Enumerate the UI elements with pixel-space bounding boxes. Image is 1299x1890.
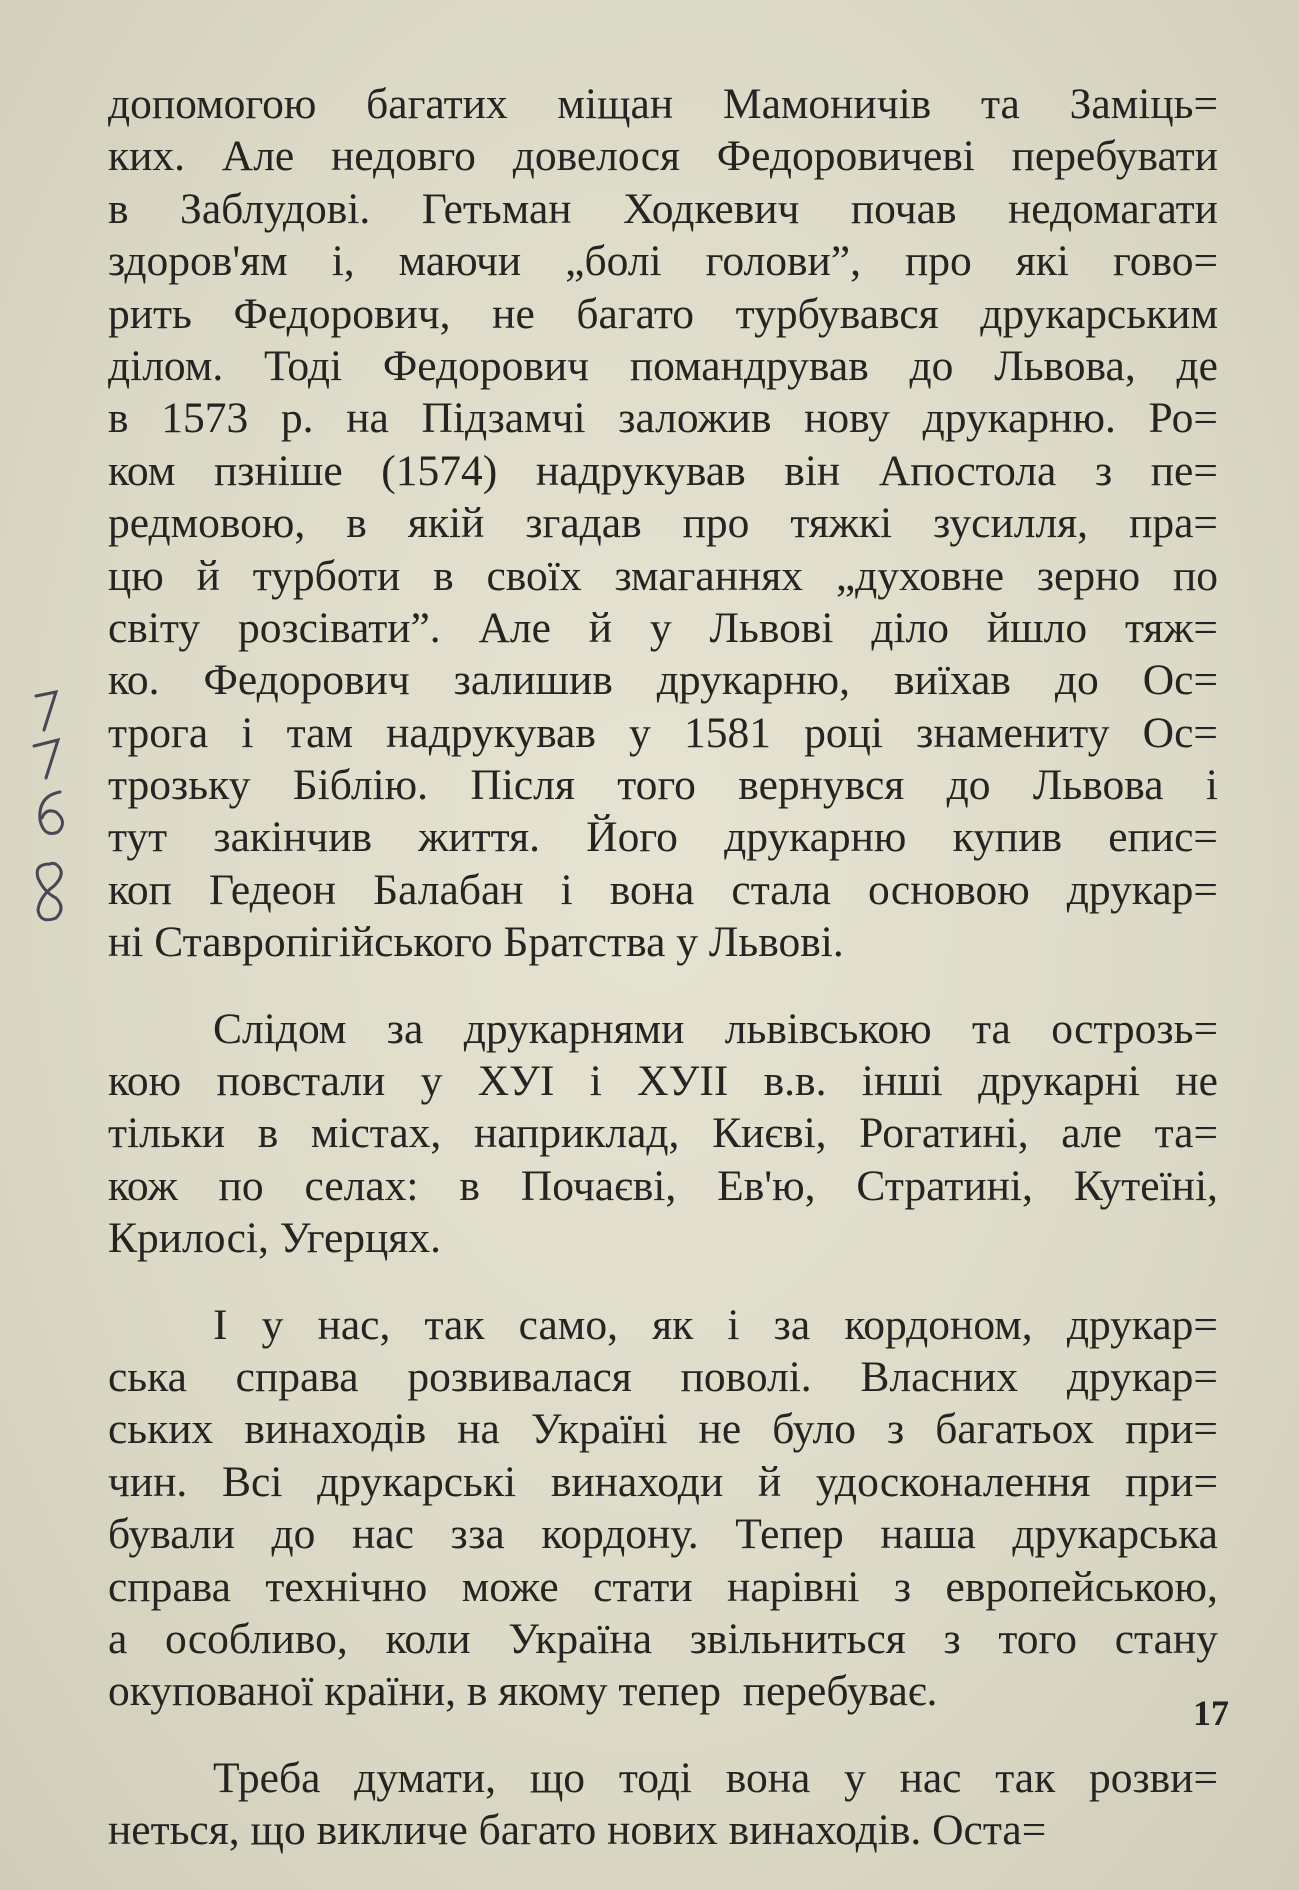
word: коли [385,1614,471,1663]
word: нас [351,1510,414,1559]
text-line [108,497,1218,549]
word: розви= [1088,1753,1218,1802]
word: пра= [1129,499,1218,548]
word: перебувати [1011,132,1218,181]
word: вона [725,1753,811,1802]
word: не [698,1405,742,1454]
word: 1573 [161,394,249,443]
word: винаходів [244,1405,427,1454]
text-line [108,864,1218,916]
word: на [346,394,389,443]
word: тільки [108,1109,226,1158]
word: так [424,1300,485,1349]
word: в [433,551,454,600]
word: особливо, [164,1614,348,1663]
word: Всі [222,1457,283,1506]
word: друкарню, [656,656,851,705]
word: залишив [453,656,613,705]
word: здоров'ям [108,237,288,286]
word: справа [235,1352,359,1401]
word: за [773,1300,811,1349]
word: а [108,1614,128,1663]
word: про [904,237,972,286]
word: по [1172,551,1218,600]
text-line [108,235,1218,287]
word: друкар= [1066,1352,1218,1401]
word: і [727,1300,740,1349]
word: та [980,80,1020,128]
word: так [995,1753,1056,1802]
word: ком [108,446,176,495]
word: інші [861,1057,943,1106]
word: Києві, [712,1109,827,1158]
word: й [588,603,613,652]
word: бували [108,1510,235,1559]
word: закінчив [213,813,373,862]
word: надрукував [386,708,596,757]
word: надрукував [535,446,746,495]
word: друкарню. [922,394,1116,443]
word: й [196,551,220,600]
word: купив [952,813,1063,862]
word: і, [331,237,355,286]
text-line [108,392,1218,444]
word: в [257,1109,279,1158]
word: Львова [1032,761,1164,810]
word: друкарнями [463,1004,685,1053]
word: з [887,1405,905,1454]
word: в [346,499,367,548]
word: ХУІІ [637,1057,729,1106]
word: міщан [557,80,674,128]
word: трога [108,708,209,757]
word: повстали [216,1057,386,1106]
word: Україна [508,1614,653,1663]
word: (1574) [381,446,498,495]
word: при= [1125,1405,1218,1454]
word: помандрував [629,341,869,390]
word: на [457,1405,500,1454]
word: друкарню [724,813,907,862]
word: друкар= [1066,865,1218,914]
word: і [1205,761,1218,810]
word: кож [108,1161,178,1210]
word: розвивалася [407,1352,632,1401]
word: багатих [366,80,508,128]
word: редмовою, [108,499,306,548]
word: там [286,708,353,757]
word: Його [586,813,678,862]
word: до [909,341,954,390]
word: в [459,1161,480,1210]
word: львівською [724,1004,932,1053]
word: ких. [108,132,186,181]
word: до [1054,656,1099,705]
word: багатьох [935,1405,1095,1454]
text-line [108,78,1218,130]
word: пзніше [214,446,343,495]
text-line [108,550,1218,602]
paragraph [108,1299,1218,1718]
word: він [784,446,841,495]
word: наприклад, [473,1109,680,1158]
word: в [108,394,129,443]
word: Україні [530,1405,668,1454]
word: Апостола [878,446,1057,495]
word: році [804,708,883,757]
word: по [218,1161,264,1210]
word: рить [108,289,192,338]
word: нас [899,1753,962,1802]
word: почав [850,184,957,233]
word: ХУІ [477,1057,555,1106]
paragraph-gap [108,1718,1218,1752]
word: ко. [108,656,160,705]
word: може [461,1562,559,1611]
text-line [108,1561,1218,1613]
word: Гедеон [209,865,337,914]
word: Львові [709,603,834,652]
word: поволі. [680,1352,812,1401]
word: друкарським [980,289,1218,338]
word: Почаєві, [520,1161,677,1210]
text-line [108,1299,1218,1351]
word: як [652,1300,694,1349]
word: Ро= [1148,394,1218,443]
word: „духовне [835,551,1005,600]
word: „болі [565,237,662,286]
word: і [241,708,254,757]
word: Гетьман [421,184,572,233]
body-text [108,78,1218,1857]
text-line [108,1752,1218,1804]
word: трозьку [108,761,251,810]
word: того [998,1614,1078,1663]
word: друкарні [978,1057,1141,1106]
word: світу [108,603,201,652]
word: у [844,1753,866,1802]
word: довелося [512,132,681,181]
word: в [108,184,129,233]
word: Підзамчі [421,394,586,443]
word: Власних [860,1352,1019,1401]
word: де [1176,341,1218,390]
text-line [108,288,1218,340]
word: чин. [108,1457,188,1506]
text-line [108,1351,1218,1403]
page-number: 17 [1193,1693,1229,1733]
word: епис= [1108,813,1218,862]
text-line [108,811,1218,863]
word: зерно [1036,551,1141,600]
word: Федорович, [233,289,451,338]
word: основою [868,865,1030,914]
word: острозь= [1051,1004,1218,1053]
word: р. [280,394,314,443]
word: нову [804,394,890,443]
word: Але [478,603,551,652]
text-line [108,130,1218,182]
word: недовго [330,132,476,181]
word: Мамоничів [722,80,932,128]
word: своїх [486,551,582,600]
word: з [1094,446,1113,495]
word: та [971,1004,1011,1053]
word: Заміць= [1069,80,1218,128]
word: але [1061,1109,1122,1158]
word: Після [470,761,575,810]
text-line [108,1613,1218,1665]
text-line [108,602,1218,654]
text-line [108,1508,1218,1560]
word: Тоді [264,341,343,390]
text-line [108,654,1218,706]
word: у [629,708,651,757]
word: маючи [398,237,522,286]
word: стану [1114,1614,1218,1663]
word: винаходи [550,1457,724,1506]
word: розсівати”. [237,603,441,652]
paragraph [108,1752,1218,1857]
word: у [649,603,672,652]
text-line [108,183,1218,235]
word: тяжкі [790,499,893,548]
text-line [108,1055,1218,1107]
text-line [108,1003,1218,1055]
word: кордоном, [844,1300,1033,1349]
paragraph [108,1003,1218,1265]
word: стала [731,865,831,914]
word: Слідом [213,1004,347,1053]
word: друкар= [1066,1300,1218,1349]
word: Ходкевич [623,184,800,233]
word: які [1015,237,1069,286]
word: тут [108,813,168,862]
word: тоді [618,1753,692,1802]
word: коп [108,865,172,914]
word: тяж= [1124,603,1218,652]
text-line: окупованої країни, в якому тепер перебуває. [108,1667,938,1716]
word: змаганнях [614,551,804,600]
word: того [617,761,696,810]
word: Ос= [1142,656,1218,705]
word: нас, [317,1300,391,1349]
word: гово= [1112,237,1218,286]
word: Кутеїні, [1073,1161,1218,1210]
word: зусилля, [933,499,1089,548]
word: знамениту [916,708,1110,757]
word: при= [1125,1457,1218,1506]
paragraph [108,78,1218,969]
word: вона [609,865,695,914]
word: европейською, [945,1562,1218,1611]
word: Біблію. [292,761,428,810]
word: Ос= [1142,708,1218,757]
word: Федоровичеві [716,132,975,181]
text-line [108,340,1218,392]
word: технічно [265,1562,428,1611]
word: стати [593,1562,693,1611]
word: було [772,1405,856,1454]
word: не [1175,1057,1218,1106]
word: нарівні [727,1562,860,1611]
word: кордону. [541,1510,699,1559]
word: Федорович [382,341,590,390]
paragraph-gap [108,1265,1218,1299]
text-line [108,1456,1218,1508]
word: й [757,1457,782,1506]
word: голови”, [705,237,861,286]
word: згадав [525,499,642,548]
word: наша [880,1510,976,1559]
word: що [529,1753,586,1802]
word: удосконалення [815,1457,1091,1506]
text-line [108,1107,1218,1159]
text-line: ні Ставропігійського Братства у Львові. [108,918,844,967]
word: та= [1154,1109,1218,1158]
word: друкарська [1012,1510,1218,1559]
paragraph-gap [108,969,1218,1003]
word: турбувався [735,289,939,338]
word: Рогатині, [859,1109,1029,1158]
word: цю [108,551,164,600]
word: виїхав [894,656,1011,705]
word: кою [108,1057,182,1106]
word: недомагати [1008,184,1218,233]
text-line [108,1403,1218,1455]
word: думати, [354,1753,497,1802]
text-line [108,1160,1218,1212]
handwritten-margin-mark [22,688,82,928]
word: у [261,1300,284,1349]
text-line: неться, що викличе багато нових винаходів. Оста= [108,1806,1047,1855]
word: Треба [213,1753,321,1802]
word: турботи [252,551,401,600]
word: допомогою [108,80,317,128]
word: ділом. [108,341,224,390]
word: 1581 [683,708,771,757]
word: Заблудові. [180,184,371,233]
word: І [213,1300,228,1349]
word: і [560,865,573,914]
word: вернувся [738,761,905,810]
word: за [386,1004,424,1053]
word: і [589,1057,602,1106]
word: справа [108,1562,231,1611]
word: з [893,1562,912,1611]
word: пе= [1150,446,1218,495]
word: Федорович [203,656,410,705]
word: у [420,1057,443,1106]
word: до [946,761,991,810]
word: Тепер [735,1510,844,1559]
word: звільниться [689,1614,906,1663]
word: Ев'ю, [717,1161,816,1210]
word: з [943,1614,961,1663]
word: Львова, [994,341,1136,390]
word: друкарські [317,1457,517,1506]
word: діло [871,603,950,652]
text-line [108,759,1218,811]
word: ських [108,1405,214,1454]
text-line [108,445,1218,497]
word: про [682,499,750,548]
word: ська [108,1352,187,1401]
word: в.в. [763,1057,827,1106]
word: Балабан [373,865,524,914]
text-line [108,707,1218,759]
word: зза [450,1510,505,1559]
word: якій [407,499,485,548]
word: селах: [304,1161,419,1210]
word: багато [576,289,695,338]
word: заложив [618,394,772,443]
text-line: Крилосі, Угерцях. [108,1214,441,1263]
word: само, [518,1300,618,1349]
word: Але [221,132,295,181]
word: йшло [986,603,1088,652]
word: до [271,1510,316,1559]
word: життя. [418,813,540,862]
word: не [492,289,535,338]
word: Стратині, [856,1161,1033,1210]
word: містах, [310,1109,442,1158]
